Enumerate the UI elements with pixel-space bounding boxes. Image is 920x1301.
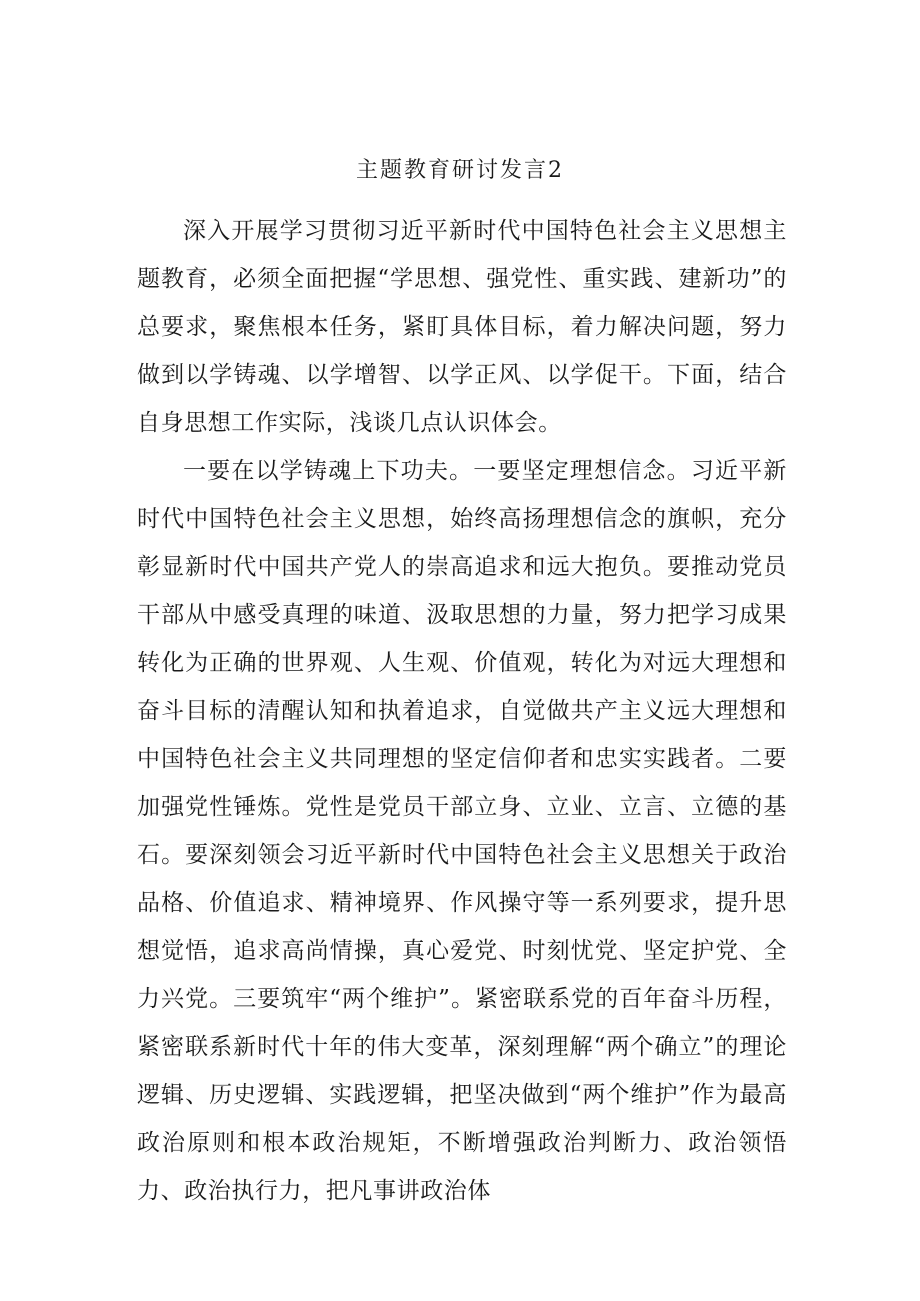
paragraph-section-one: 一要在以学铸魂上下功夫。一要坚定理想信念。习近平新时代中国特色社会主义思想，始终高扬理想信念的旗帜，充分彰显新时代中国共产党人的崇高追求和远大抱负。要推动党员干部从中感受真理的味道、汲取思想的力量，努力把学习成果转化为正确的世界观、人生观、价值观，转化为对远大理想和奋斗目标的清醒认知和执着追求，自觉做共产主义远大理想和中国特色社会主义共同理想的坚定信仰者和忠实实践者。二要加强党性锤炼。党性是党员干部立身、立业、立言、立德的基石。要深刻领会习近平新时代中国特色社会主义思想关于政治品格、价值追求、精神境界、作风操守等一系列要求，提升思想觉悟，追求高尚情操，真心爱党、时刻忧党、坚定护党、全力兴党。三要筑牢“两个维护”。紧密联系党的百年奋斗历程，紧密联系新时代十年的伟大变革，深刻理解“两个确立”的理论逻辑、历史逻辑、实践逻辑，把坚决做到“两个维护”作为最高政治原则和根本政治规矩，不断增强政治判断力、政治领悟力、政治执行力，把凡事讲政治体 — [137, 458, 787, 1204]
paragraph-intro: 深入开展学习贯彻习近平新时代中国特色社会主义思想主题教育，必须全面把握“学思想、强党性、重实践、建新功”的总要求，聚焦根本任务，紧盯具体目标，着力解决问题，努力做到以学铸魂、以学增智、以学正风、以学促干。下面，结合自身思想工作实际，浅谈几点认识体会。 — [137, 218, 787, 436]
document-title: 主题教育研讨发言2 — [356, 158, 564, 183]
document-body — [137, 207, 787, 1215]
